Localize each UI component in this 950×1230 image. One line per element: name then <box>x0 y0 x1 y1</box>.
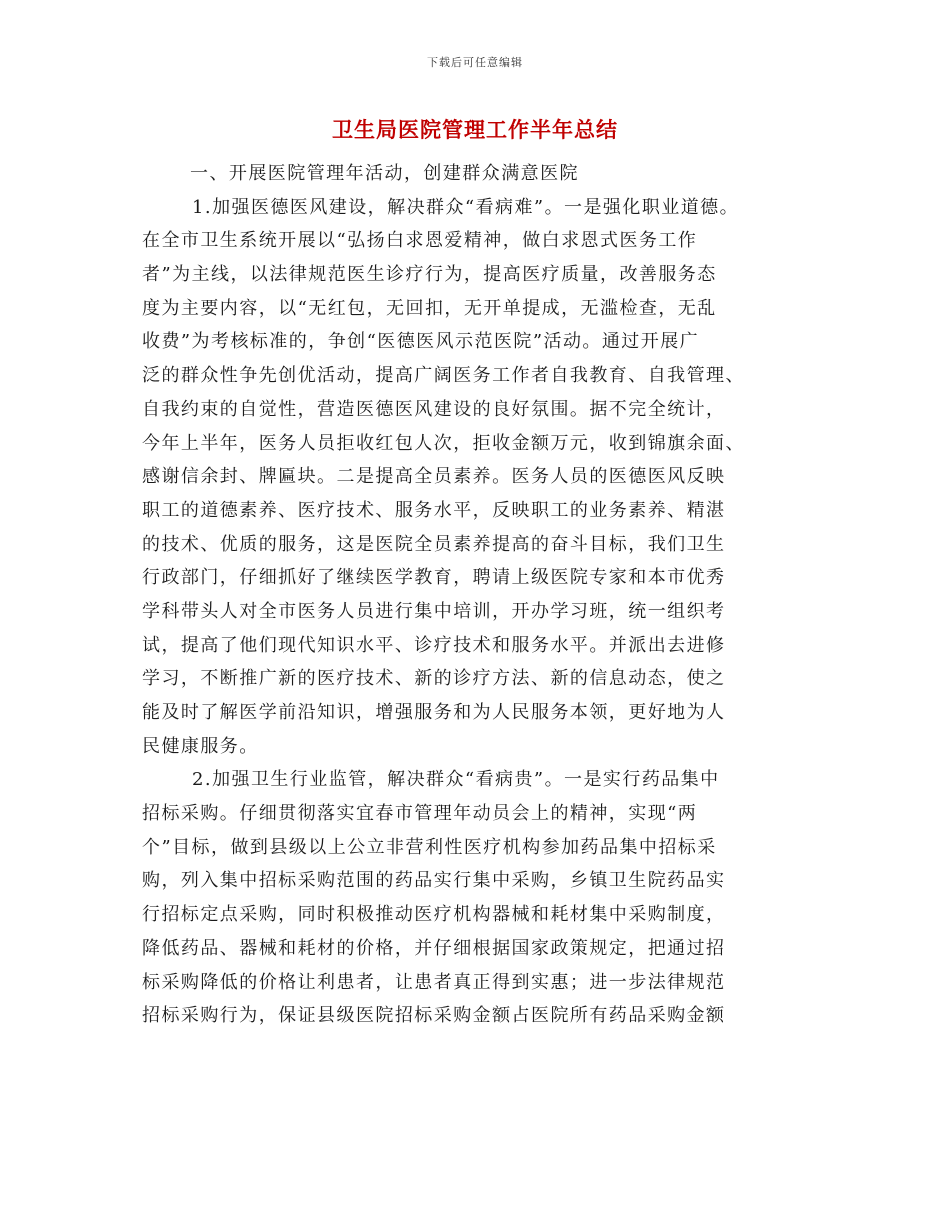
paragraph-line: 的技术、优质的服务，这是医院全员素养提高的奋斗目标，我们卫生 <box>142 533 726 555</box>
paragraph-line: 职工的道德素养、医疗技术、服务水平，反映职工的业务素养、精湛 <box>142 499 726 521</box>
paragraph-line: 2.加强卫生行业监管，解决群众“看病贵”。一是实行药品集中 <box>192 769 720 791</box>
paragraph-line: 购，列入集中招标采购范围的药品实行集中采购，乡镇卫生院药品实 <box>142 870 726 892</box>
paragraph-line: 行政部门，仔细抓好了继续医学教育，聘请上级医院专家和本市优秀 <box>142 567 726 589</box>
paragraph-line: 行招标定点采购，同时积极推动医疗机构器械和耗材集中采购制度， <box>142 904 726 926</box>
section-heading: 一、开展医院管理年活动，创建群众满意医院 <box>190 163 579 184</box>
paragraph-line: 个”目标，做到县级以上公立非营利性医疗机构参加药品集中招标采 <box>142 836 717 858</box>
paragraph-line: 民健康服务。 <box>142 735 259 757</box>
paragraph-line: 收费”为考核标准的，争创“医德医风示范医院”活动。通过开展广 <box>142 331 700 353</box>
paragraph-line: 自我约束的自觉性，营造医德医风建设的良好氛围。据不完全统计， <box>142 398 726 420</box>
paragraph-line: 学科带头人对全市医务人员进行集中培训，开办学习班，统一组织考 <box>142 600 726 622</box>
paragraph-line: 在全市卫生系统开展以“弘扬白求恩爱精神，做白求恩式医务工作 <box>142 230 698 252</box>
paragraph-line: 标采购降低的价格让利患者，让患者真正得到实惠；进一步法律规范 <box>142 971 726 993</box>
paragraph-1 <box>142 191 802 764</box>
paragraph-line: 者”为主线，以法律规范医生诊疗行为，提高医疗质量，改善服务态 <box>142 264 717 286</box>
paragraph-line: 招标采购。仔细贯彻落实宜春市管理年动员会上的精神，实现“两 <box>142 803 698 825</box>
paragraph-line: 泛的群众性争先创优活动，提高广阔医务工作者自我教育、自我管理、 <box>142 365 745 387</box>
document-title: 卫生局医院管理工作半年总结 <box>332 117 618 142</box>
paragraph-line: 学习，不断推广新的医疗技术、新的诊疗方法、新的信息动态，使之 <box>142 668 726 690</box>
paragraph-line: 能及时了解医学前沿知识，增强服务和为人民服务本领，更好地为人 <box>142 702 726 723</box>
paragraph-line: 降低药品、器械和耗材的价格，并仔细根据国家政策规定，把通过招 <box>142 937 726 959</box>
document-body <box>142 157 802 1033</box>
header-note: 下载后可任意编辑 <box>427 56 523 69</box>
paragraph-2 <box>142 763 802 1033</box>
paragraph-line: 感谢信余封、牌匾块。二是提高全员素养。医务人员的医德医风反映 <box>142 466 726 488</box>
paragraph-line: 今年上半年，医务人员拒收红包人次，拒收金额万元，收到锦旗余面、 <box>142 432 745 454</box>
paragraph-line: 试，提高了他们现代知识水平、诊疗技术和服务水平。并派出去进修 <box>142 634 726 656</box>
paragraph-line: 1.加强医德医风建设，解决群众“看病难”。一是强化职业道德。 <box>192 196 740 218</box>
paragraph-line: 招标采购行为，保证县级医院招标采购金额占医院所有药品采购金额 <box>142 1005 726 1027</box>
paragraph-line: 度为主要内容，以“无红包，无回扣，无开单提成，无滥检查，无乱 <box>142 297 717 319</box>
